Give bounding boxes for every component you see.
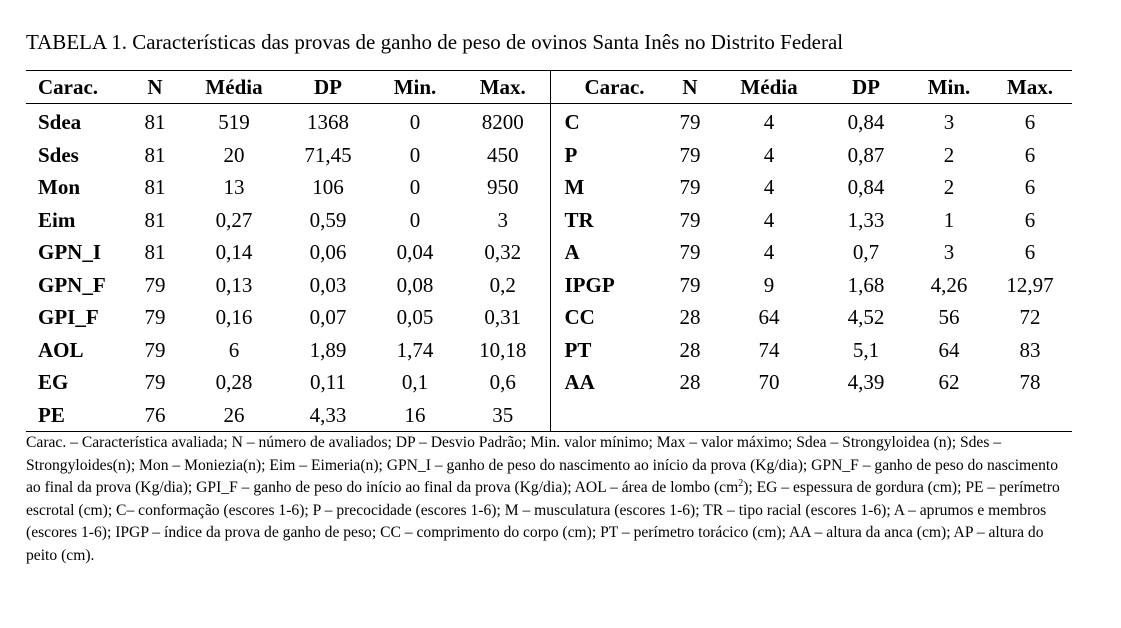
value-cell xyxy=(664,399,716,432)
value-cell: 4 xyxy=(763,175,775,200)
value-cell: 81 xyxy=(144,207,166,232)
value-cell: 106 xyxy=(312,175,344,200)
value-cell: 0,1 xyxy=(401,370,429,395)
value-cell: 12,97 xyxy=(1006,272,1054,297)
value-cell: 0,7 xyxy=(852,240,880,265)
value-cell xyxy=(988,399,1072,432)
value-cell: 74 xyxy=(758,337,780,362)
value-cell: 6 xyxy=(1024,175,1036,200)
row-label-cell: PE xyxy=(38,402,65,427)
value-cell: 4,26 xyxy=(930,272,968,297)
value-cell: 0 xyxy=(409,207,421,232)
row-label-cell: AA xyxy=(550,366,664,399)
value-cell: 79 xyxy=(679,240,701,265)
value-cell: 0,6 xyxy=(489,370,516,395)
value-cell: 0,03 xyxy=(309,272,347,297)
value-cell: 0,06 xyxy=(309,240,347,265)
value-cell: 10,18 xyxy=(479,337,527,362)
value-cell: 0,13 xyxy=(215,272,253,297)
footnote-superscript: 2 xyxy=(738,478,744,489)
value-cell: 2 xyxy=(943,175,955,200)
row-label-cell: GPN_F xyxy=(38,272,106,297)
value-cell: 4,52 xyxy=(847,305,885,330)
value-cell: 78 xyxy=(1019,370,1041,395)
value-cell: 1,33 xyxy=(847,207,885,232)
value-cell: 1,74 xyxy=(396,337,434,362)
value-cell: 70 xyxy=(758,370,780,395)
table-container xyxy=(26,70,1072,432)
value-cell: 0,84 xyxy=(847,175,885,200)
col-header: Min. xyxy=(927,75,971,99)
value-cell: 0,04 xyxy=(396,240,434,265)
value-cell: 0,87 xyxy=(847,142,885,167)
value-cell: 1 xyxy=(943,207,955,232)
value-cell: 0,59 xyxy=(309,207,347,232)
value-cell: 16 xyxy=(404,402,426,427)
value-cell: 0,05 xyxy=(396,305,434,330)
row-label-cell: EG xyxy=(38,370,69,395)
value-cell: 0,32 xyxy=(484,240,522,265)
value-cell: 1,68 xyxy=(847,272,885,297)
table-body xyxy=(26,104,1072,432)
col-header: Carac. xyxy=(550,71,664,104)
table-row xyxy=(26,204,1072,237)
header-row xyxy=(26,71,1072,104)
row-label-cell: TR xyxy=(550,204,664,237)
value-cell: 0,16 xyxy=(215,305,253,330)
value-cell: 6 xyxy=(1024,142,1036,167)
value-cell: 0,31 xyxy=(484,305,522,330)
value-cell: 83 xyxy=(1019,337,1041,362)
value-cell: 81 xyxy=(144,110,166,135)
value-cell: 0 xyxy=(409,175,421,200)
value-cell: 3 xyxy=(943,110,955,135)
value-cell: 79 xyxy=(679,272,701,297)
col-header: Min. xyxy=(393,75,437,99)
value-cell: 26 xyxy=(223,402,245,427)
table-row xyxy=(26,236,1072,269)
value-cell: 0,28 xyxy=(215,370,253,395)
value-cell: 4,33 xyxy=(309,402,347,427)
col-header: N xyxy=(147,75,163,99)
value-cell: 0 xyxy=(409,142,421,167)
value-cell: 72 xyxy=(1019,305,1041,330)
col-header: N xyxy=(682,75,698,99)
row-label-cell: Sdea xyxy=(38,110,82,135)
footnote-text-cont: ); EG – espessura de gordura (cm); PE – perímetro escrotal (cm); C– conformação (escores 1-6); P – precocidade (escores 1-6); M – musculatura (escores 1-6); TR – tipo racial (escores 1-6); A – aprumos e membros (escores 1-6); IPGP – índice da prova de ganho de peso; CC – comprimento do corpo (cm); PT – perímetro torácico (cm); AA – altura da anca (cm); AP – altura do peito (cm). xyxy=(26,479,1060,564)
value-cell: 79 xyxy=(679,175,701,200)
value-cell: 6 xyxy=(1024,110,1036,135)
table-row xyxy=(26,366,1072,399)
row-label-cell xyxy=(550,399,664,432)
table-row xyxy=(26,269,1072,302)
value-cell: 6 xyxy=(228,337,240,362)
value-cell: 0,11 xyxy=(310,370,346,395)
value-cell: 950 xyxy=(487,175,519,200)
value-cell: 450 xyxy=(487,142,519,167)
value-cell: 76 xyxy=(144,402,166,427)
value-cell: 79 xyxy=(144,305,166,330)
row-label-cell: Eim xyxy=(38,207,76,232)
value-cell: 64 xyxy=(938,337,960,362)
value-cell: 3 xyxy=(497,207,508,232)
value-cell: 2 xyxy=(943,142,955,167)
value-cell: 79 xyxy=(679,110,701,135)
row-label-cell: GPN_I xyxy=(38,240,101,265)
value-cell: 81 xyxy=(144,142,166,167)
table-footnote xyxy=(26,432,1072,568)
value-cell: 5,1 xyxy=(852,337,880,362)
value-cell: 0,84 xyxy=(847,110,885,135)
value-cell: 6 xyxy=(1024,240,1036,265)
row-label-cell: CC xyxy=(550,301,664,334)
value-cell: 0 xyxy=(409,110,421,135)
value-cell: 81 xyxy=(144,175,166,200)
footnote-text: Carac. – Característica avaliada; N – número de avaliados; DP – Desvio Padrão; Min. valor mínimo; Max – valor máximo; Sdea – Strongyloidea (n); Sdes – Strongyloides(n); Mon – Moniezia(n); Eim – Eimeria(n); GPN_I – ganho de peso do nascimento ao início da prova (Kg/dia); GPN_F – ganho de peso do nascimento ao final da prova (Kg/dia); GPI_F – ganho de peso do início ao final da prova (Kg/dia); AOL – área de lombo (cm xyxy=(26,434,1059,497)
value-cell: 3 xyxy=(943,240,955,265)
row-label-cell: M xyxy=(550,171,664,204)
col-header: DP xyxy=(852,75,880,99)
col-header: Max. xyxy=(1006,75,1054,99)
value-cell: 79 xyxy=(144,370,166,395)
row-label-cell: PT xyxy=(550,334,664,367)
value-cell: 0,27 xyxy=(215,207,253,232)
value-cell: 1,89 xyxy=(309,337,347,362)
value-cell: 79 xyxy=(144,337,166,362)
value-cell xyxy=(822,399,910,432)
table-row xyxy=(26,171,1072,204)
value-cell: 4 xyxy=(763,207,775,232)
value-cell: 8200 xyxy=(481,110,524,135)
value-cell xyxy=(716,399,822,432)
row-label-cell: Mon xyxy=(38,175,80,200)
value-cell: 4 xyxy=(763,110,775,135)
table-row xyxy=(26,334,1072,367)
table-title: TABELA 1. Características das provas de ganho de peso de ovinos Santa Inês no Distrito Federal xyxy=(26,30,844,54)
value-cell: 28 xyxy=(679,337,701,362)
row-label-cell: Sdes xyxy=(38,142,79,167)
col-header: Média xyxy=(205,75,263,99)
value-cell: 13 xyxy=(223,175,245,200)
col-header: Max. xyxy=(479,75,526,99)
value-cell: 79 xyxy=(679,142,701,167)
row-label-cell: GPI_F xyxy=(38,305,99,330)
value-cell xyxy=(910,399,988,432)
data-table xyxy=(26,70,1072,432)
row-label-cell: C xyxy=(550,104,664,139)
value-cell: 64 xyxy=(758,305,780,330)
value-cell: 1368 xyxy=(307,110,349,135)
value-cell: 0,14 xyxy=(215,240,253,265)
value-cell: 6 xyxy=(1024,207,1036,232)
table-row xyxy=(26,104,1072,139)
row-label-cell: P xyxy=(550,139,664,172)
row-label-cell: IPGP xyxy=(550,269,664,302)
row-label-cell: AOL xyxy=(38,337,84,362)
value-cell: 28 xyxy=(679,305,701,330)
value-cell: 4 xyxy=(763,142,775,167)
value-cell: 56 xyxy=(938,305,960,330)
value-cell: 71,45 xyxy=(304,142,352,167)
value-cell: 62 xyxy=(938,370,960,395)
value-cell: 0,2 xyxy=(489,272,516,297)
table-row xyxy=(26,139,1072,172)
value-cell: 519 xyxy=(218,110,250,135)
value-cell: 4,39 xyxy=(847,370,885,395)
value-cell: 20 xyxy=(223,142,245,167)
col-header: DP xyxy=(314,75,342,99)
value-cell: 79 xyxy=(144,272,166,297)
value-cell: 0,08 xyxy=(396,272,434,297)
value-cell: 79 xyxy=(679,207,701,232)
value-cell: 9 xyxy=(763,272,775,297)
row-label-cell: A xyxy=(550,236,664,269)
value-cell: 28 xyxy=(679,370,701,395)
value-cell: 81 xyxy=(144,240,166,265)
table-row xyxy=(26,399,1072,432)
col-header: Média xyxy=(740,75,798,99)
table-row xyxy=(26,301,1072,334)
value-cell: 0,07 xyxy=(309,305,347,330)
value-cell: 4 xyxy=(763,240,775,265)
value-cell: 35 xyxy=(492,402,514,427)
col-header: Carac. xyxy=(38,75,99,99)
